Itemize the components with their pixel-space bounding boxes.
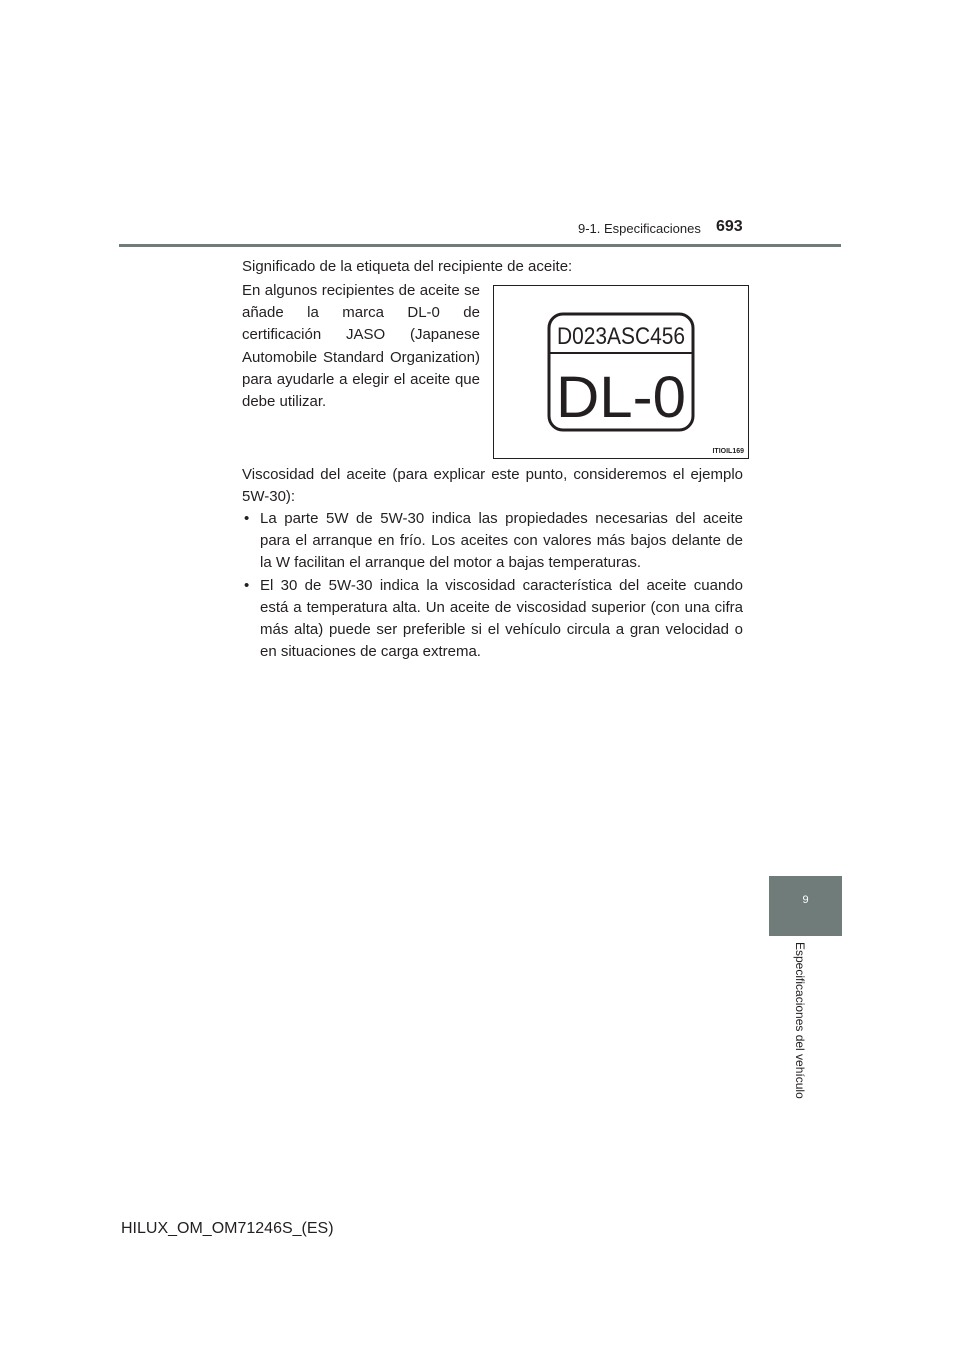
list-item [242,575,743,664]
header-divider [119,244,841,247]
chapter-number: 9 [802,894,809,906]
bullet-text: El 30 de 5W-30 indica la viscosidad característica del aceite cuando está a temperatura alta. Un aceite de viscosidad superior (con una cifra más alta) puede ser preferible si el vehículo circula a gran velocidad o en situaciones de carga extrema. [260,576,743,661]
label-mark-text: DL-0 [556,365,686,430]
viscosity-bullet-list [242,508,743,663]
oil-label-illustration [494,286,750,460]
jaso-paragraph: En algunos recipientes de aceite se añade la marca DL-0 de certificación JASO (Japanese Automobile Standard Organization) para ayudarle a elegir el aceite que debe utilizar. [242,282,480,411]
page-number: 693 [716,218,743,235]
figure-id: ITIOIL169 [712,448,744,455]
chapter-tab [769,876,842,936]
chapter-title: Especificaciones del vehículo [793,942,807,1099]
bullet-text: La parte 5W de 5W-30 indica las propiedades necesarias del aceite para el arranque en frío. Los aceites con valores más bajos delante de la W facilitan el arranque del motor a bajas temperaturas. [260,510,743,572]
label-code-text: D023ASC456 [557,323,685,350]
document-id: HILUX_OM_OM71246S_(ES) [121,1220,334,1237]
bullet-icon: • [244,576,250,594]
header-section-title: 9-1. Especificaciones [578,221,701,236]
oil-label-figure [493,285,749,459]
viscosity-paragraph: Viscosidad del aceite (para explicar este punto, consideremos el ejemplo 5W-30): [242,466,743,506]
bullet-icon: • [244,510,250,527]
list-item [242,508,743,575]
intro-text: Significado de la etiqueta del recipiente de aceite: [242,258,573,275]
